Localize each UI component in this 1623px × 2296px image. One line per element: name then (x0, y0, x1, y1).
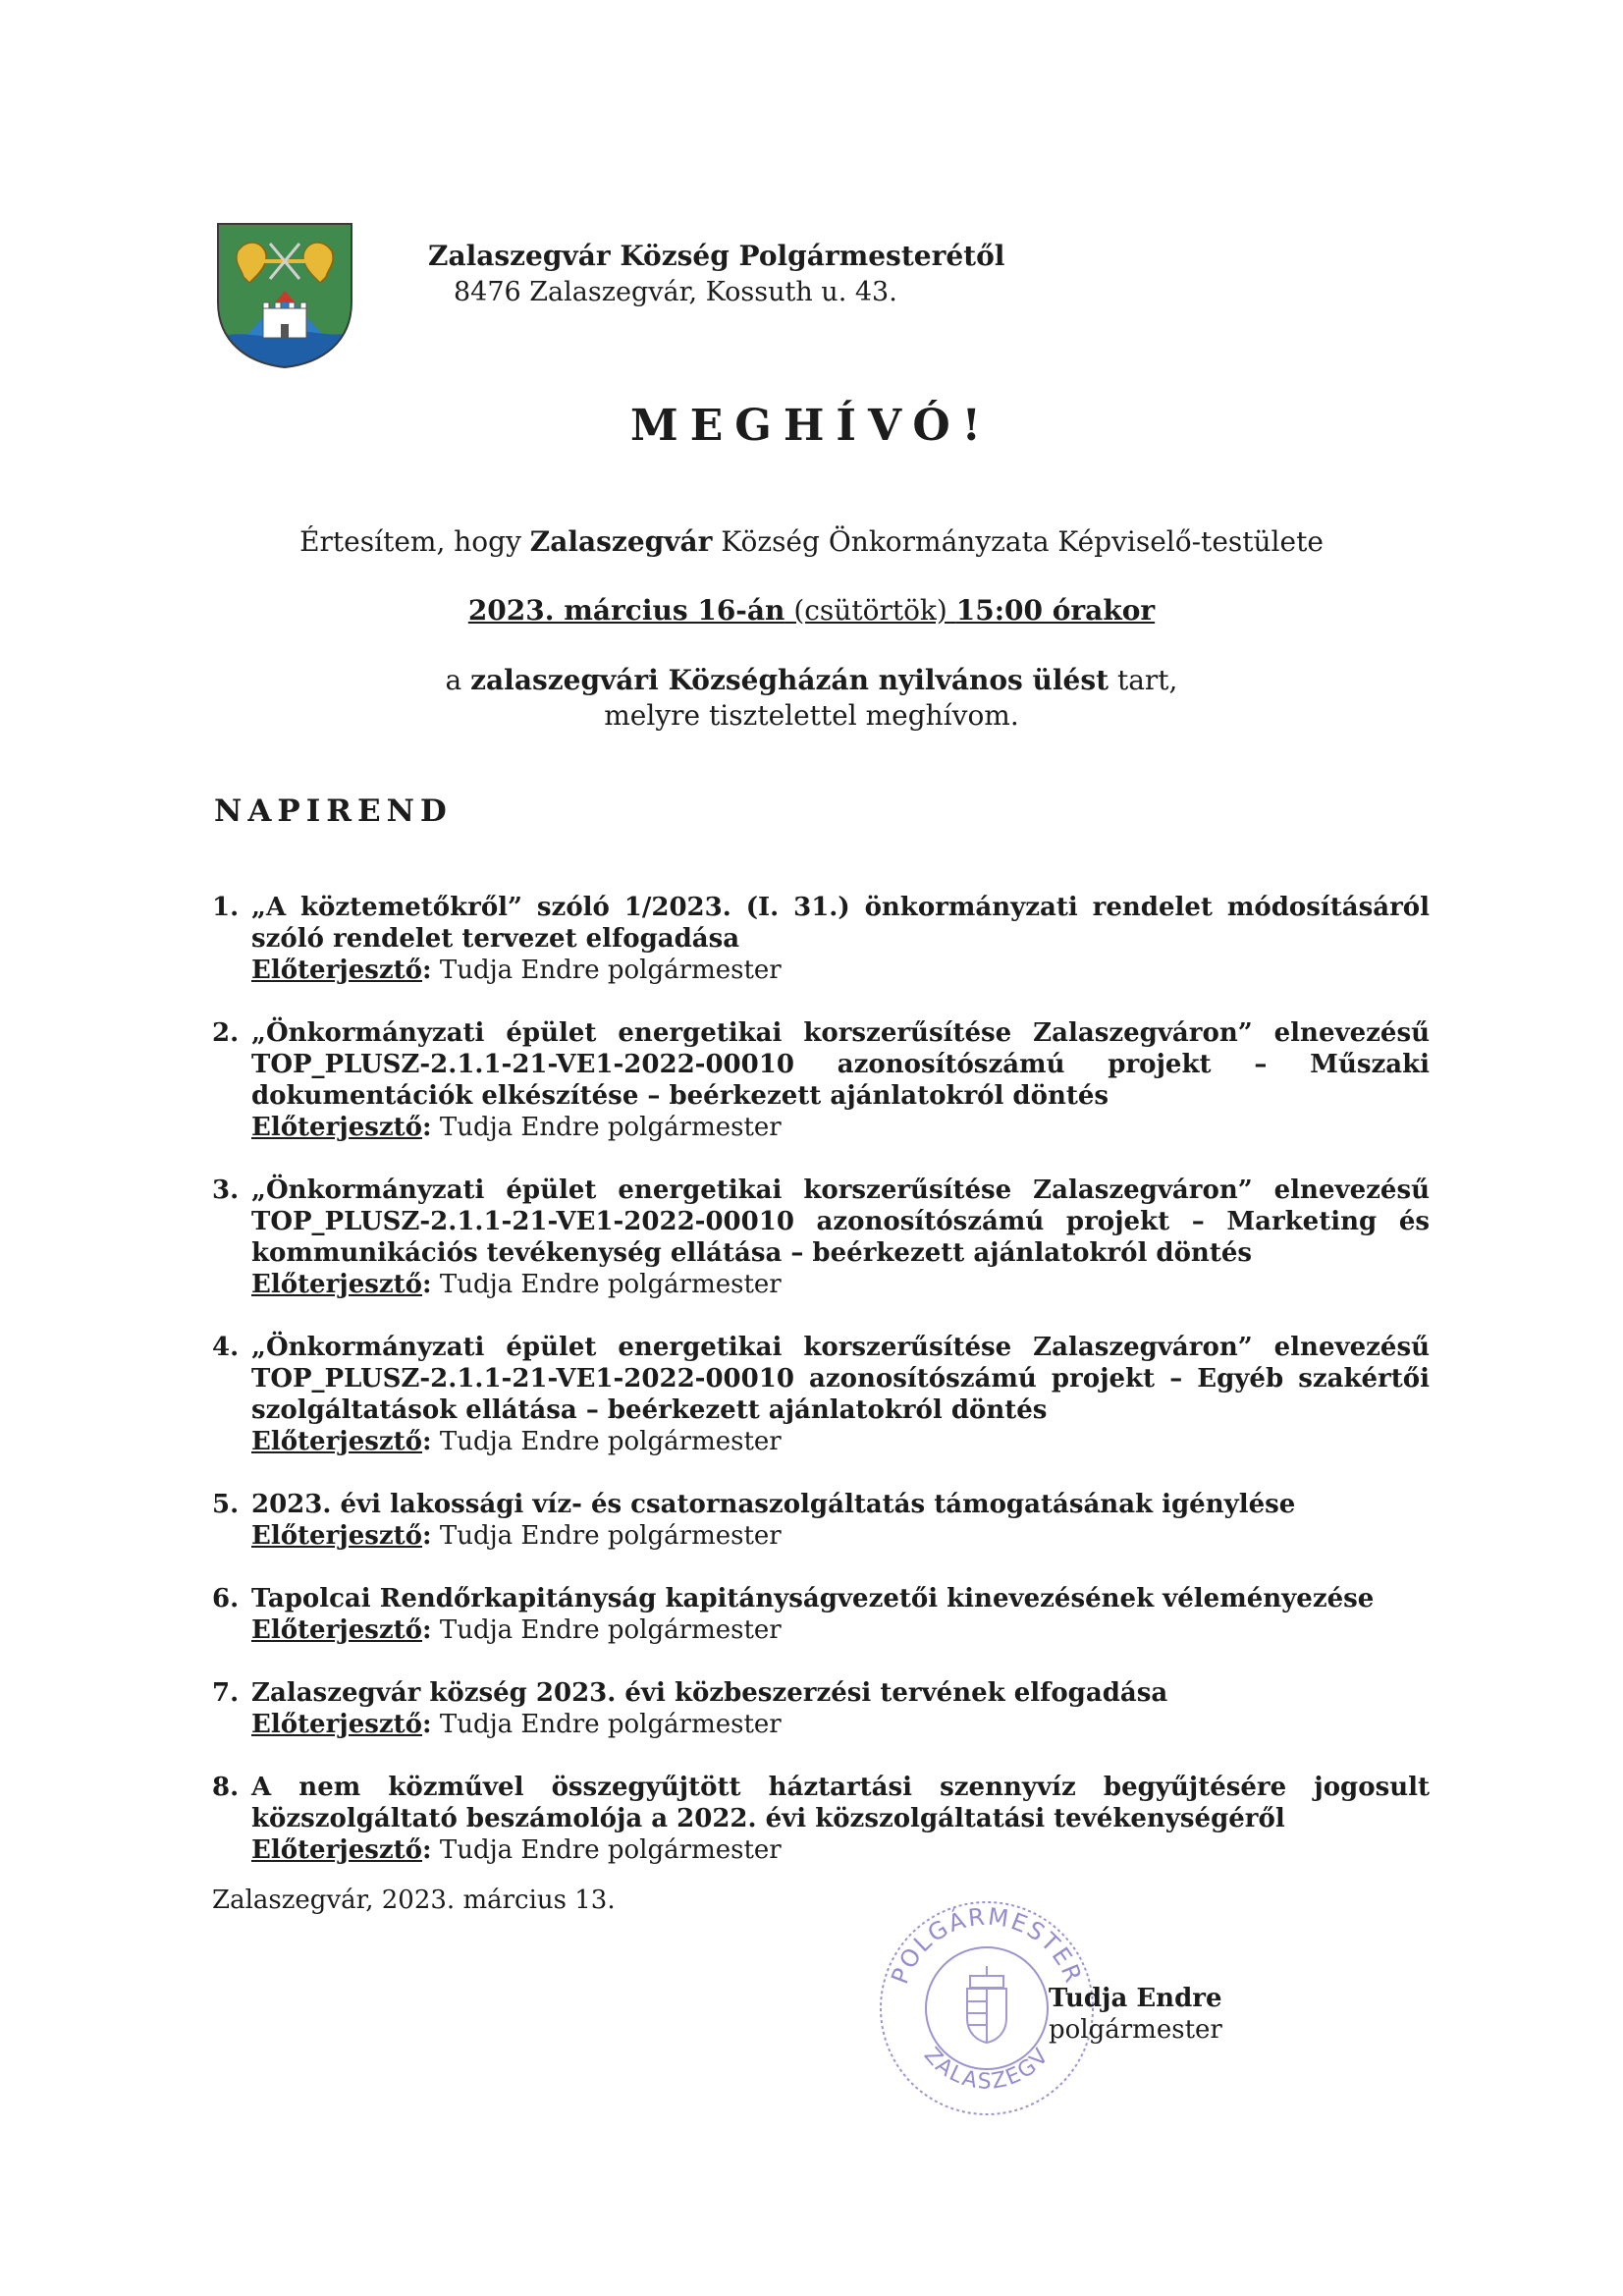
intro-pre: Értesítem, hogy (299, 525, 530, 558)
presenter-label: Előterjesztő (251, 1710, 422, 1739)
agenda-presenter: Előterjesztő: Tudja Endre polgármester (251, 956, 782, 985)
agenda-presenter: Előterjesztő: Tudja Endre polgármester (251, 1835, 782, 1865)
date-place: Zalaszegvár, 2023. március 13. (212, 1886, 616, 1915)
agenda-item (212, 892, 1430, 986)
signatory-title: polgármester (1049, 2015, 1222, 2045)
presenter-label: Előterjesztő (251, 1270, 422, 1299)
place-bold: zalaszegvári Községházán nyilvános ülést (470, 664, 1109, 696)
meeting-weekday: (csütörtök) (784, 594, 956, 627)
agenda-title: „A köztemetőkről” szóló 1/2023. (I. 31.) önkormányzati rendelet módosításáról szóló rendelet tervezet elfogadása (251, 893, 1430, 954)
presenter-label: Előterjesztő (251, 1113, 422, 1142)
presenter-name: Tudja Endre polgármester (431, 1521, 782, 1551)
agenda-item (212, 1017, 1430, 1143)
agenda-title: „Önkormányzati épület energetikai korszerűsítése Zalaszegváron” elnevezésű TOP_PLUSZ-2.1.1-21-VE1-2022-00010 azonosítószámú projekt – Műszaki dokumentációk elkészítése – beérkezett ajánlatokról döntés (251, 1018, 1430, 1111)
agenda-number: 2. (212, 1018, 240, 1048)
presenter-name: Tudja Endre polgármester (431, 1427, 782, 1456)
presenter-label: Előterjesztő (251, 1615, 422, 1645)
agenda-presenter: Előterjesztő: Tudja Endre polgármester (251, 1521, 782, 1551)
office-address: 8476 Zalaszegvár, Kossuth u. 43. (454, 277, 897, 307)
signatory-name: Tudja Endre (1049, 1984, 1222, 2013)
meeting-date: 2023. március 16-án (467, 594, 785, 627)
agenda-item (212, 1175, 1430, 1300)
meeting-place (0, 664, 1623, 696)
presenter-label: Előterjesztő (251, 1835, 422, 1865)
presenter-name: Tudja Endre polgármester (431, 1270, 782, 1299)
presenter-name: Tudja Endre polgármester (431, 1615, 782, 1645)
place-pre: a (445, 664, 471, 696)
coat-of-arms-icon (216, 222, 353, 369)
agenda-number: 7. (212, 1678, 240, 1708)
intro-line (0, 525, 1623, 558)
office-name: Zalaszegvár Község Polgármesterétől (428, 240, 1005, 272)
agenda-item (212, 1489, 1430, 1552)
agenda-number: 4. (212, 1333, 240, 1362)
stamp-top-text: POLGÁRMESTER (886, 1902, 1088, 1989)
stamp-bottom-text: ZALASZEGV (918, 2043, 1055, 2095)
agenda-presenter: Előterjesztő: Tudja Endre polgármester (251, 1615, 782, 1645)
presenter-name: Tudja Endre polgármester (431, 956, 782, 985)
agenda-number: 1. (212, 893, 240, 922)
agenda-presenter: Előterjesztő: Tudja Endre polgármester (251, 1270, 782, 1299)
meeting-datetime (0, 594, 1623, 627)
intro-municipality: Zalaszegvár (529, 525, 713, 558)
agenda-title: Zalaszegvár község 2023. évi közbeszerzési tervének elfogadása (251, 1678, 1168, 1708)
agenda-title: „Önkormányzati épület energetikai korszerűsítése Zalaszegváron” elnevezésű TOP_PLUSZ-2.1.1-21-VE1-2022-00010 azonosítószámú projekt – Marketing és kommunikációs tevékenység ellátása – beérkezett ajánlatokról döntés (251, 1175, 1430, 1268)
presenter-name: Tudja Endre polgármester (431, 1710, 782, 1739)
agenda-number: 5. (212, 1490, 240, 1519)
agenda-presenter: Előterjesztő: Tudja Endre polgármester (251, 1710, 782, 1739)
document-title: MEGHÍVÓ! (630, 401, 993, 451)
agenda-item (212, 1332, 1430, 1457)
meeting-time: 15:00 órakor (955, 594, 1156, 627)
agenda-title: Tapolcai Rendőrkapitányság kapitányságvezetői kinevezésének véleményezése (251, 1584, 1375, 1613)
agenda-item (212, 1772, 1430, 1866)
agenda-title: 2023. évi lakossági víz- és csatornaszolgáltatás támogatásának igénylése (251, 1490, 1296, 1519)
agenda-number: 8. (212, 1773, 240, 1802)
hungarian-coat-of-arms-icon (967, 1966, 1006, 2043)
presenter-name: Tudja Endre polgármester (431, 1835, 782, 1865)
presenter-label: Előterjesztő (251, 1521, 422, 1551)
place-post: tart, (1109, 664, 1178, 696)
intro-post: Község Önkormányzata Képviselő-testülete (712, 525, 1324, 558)
agenda-heading: NAPIREND (214, 793, 453, 829)
agenda-list (212, 892, 1430, 1897)
agenda-number: 6. (212, 1584, 240, 1613)
agenda-number: 3. (212, 1175, 240, 1205)
presenter-name: Tudja Endre polgármester (431, 1113, 782, 1142)
presenter-label: Előterjesztő (251, 956, 422, 985)
presenter-label: Előterjesztő (251, 1427, 422, 1456)
agenda-item (212, 1677, 1430, 1740)
agenda-presenter: Előterjesztő: Tudja Endre polgármester (251, 1113, 782, 1142)
agenda-presenter: Előterjesztő: Tudja Endre polgármester (251, 1427, 782, 1456)
agenda-title: A nem közművel összegyűjtött háztartási szennyvíz begyűjtésére jogosult közszolgáltató beszámolója a 2022. évi közszolgáltatási tevékenységéről (251, 1773, 1430, 1833)
agenda-title: „Önkormányzati épület energetikai korszerűsítése Zalaszegváron” elnevezésű TOP_PLUSZ-2.1.1-21-VE1-2022-00010 azonosítószámú projekt – Egyéb szakértői szolgáltatások ellátása – beérkezett ajánlatokról döntés (251, 1333, 1430, 1425)
agenda-item (212, 1583, 1430, 1646)
invite-line: melyre tisztelettel meghívom. (604, 699, 1019, 732)
